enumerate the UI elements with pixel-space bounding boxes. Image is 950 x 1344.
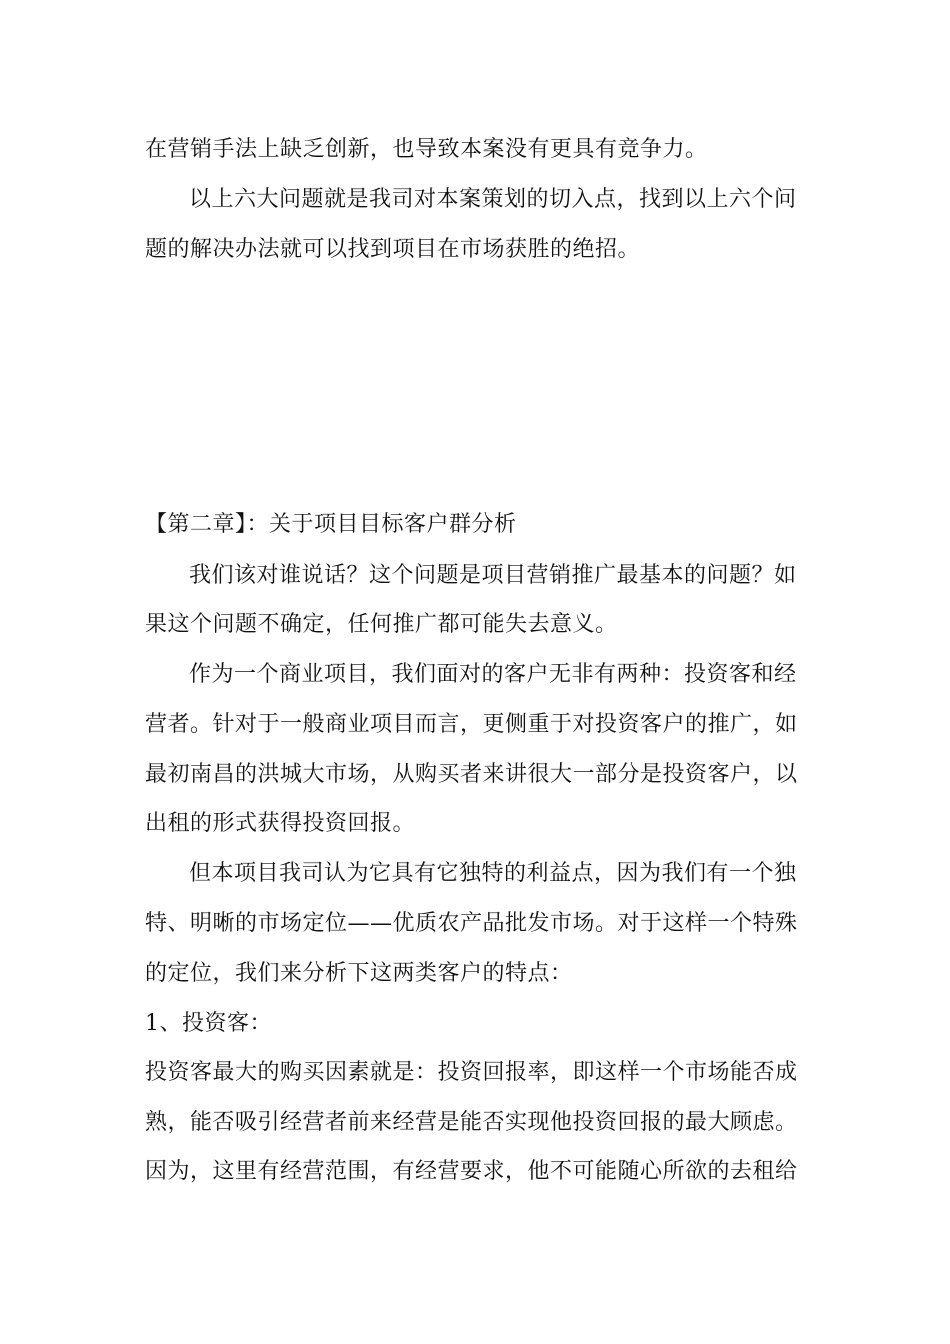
paragraph-line: 以上六大问题就是我司对本案策划的切入点，找到以上六个问	[189, 187, 797, 212]
paragraph-line: 熟，能否吸引经营者前来经营是能否实现他投资回报的最大顾虑。	[145, 1110, 798, 1135]
chapter-heading: 【第二章】：关于项目目标客户群分析	[145, 512, 517, 537]
list-item-heading: 1、投资客：	[145, 1011, 272, 1036]
paragraph-line: 的定位，我们来分析下这两类客户的特点：	[145, 961, 573, 986]
paragraph-line: 出租的形式获得投资回报。	[145, 811, 416, 836]
paragraph-line: 在营销手法上缺乏创新，也导致本案没有更具有竞争力。	[145, 137, 708, 162]
paragraph-line: 作为一个商业项目，我们面对的客户无非有两种：投资客和经	[189, 662, 797, 687]
paragraph-line: 最初南昌的洪城大市场，从购买者来讲很大一部分是投资客户，以	[145, 762, 798, 787]
paragraph-line: 果这个问题不确定，任何推广都可能失去意义。	[145, 612, 618, 637]
paragraph-line: 投资客最大的购买因素就是：投资回报率，即这样一个市场能否成	[145, 1060, 798, 1085]
paragraph-line: 营者。针对于一般商业项目而言，更侧重于对投资客户的推广，如	[145, 712, 798, 737]
paragraph-line: 因为，这里有经营范围，有经营要求，他不可能随心所欲的去租给	[145, 1159, 798, 1184]
paragraph-line: 但本项目我司认为它具有它独特的利益点，因为我们有一个独	[189, 861, 797, 886]
paragraph-line: 我们该对谁说话？这个问题是项目营销推广最基本的问题？如	[189, 563, 797, 588]
paragraph-line: 题的解决办法就可以找到项目在市场获胜的绝招。	[145, 237, 641, 262]
paragraph-line: 特、明晰的市场定位——优质农产品批发市场。对于这样一个特殊	[145, 911, 798, 936]
